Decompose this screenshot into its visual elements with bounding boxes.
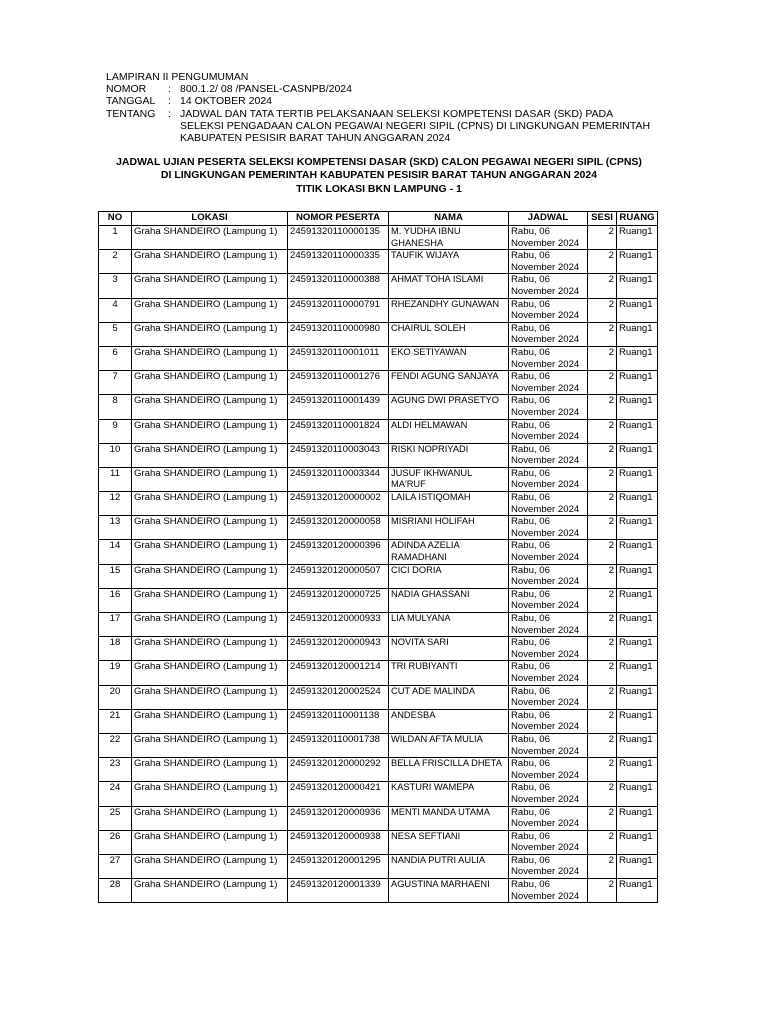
cell-nama: CUT ADE MALINDA [389, 685, 509, 709]
cell-nama: EKO SETIYAWAN [389, 346, 509, 370]
table-row [99, 830, 658, 854]
cell-sesi: 2 [588, 492, 617, 516]
cell-nama: AGUSTINA MARHAENI [389, 879, 509, 903]
cell-jadwal: Rabu, 06 November 2024 [509, 226, 588, 250]
cell-nama: CICI DORIA [389, 564, 509, 588]
cell-jadwal: Rabu, 06 November 2024 [509, 854, 588, 878]
table-row [99, 395, 658, 419]
cell-ruang: Ruang1 [617, 758, 658, 782]
cell-nomor-peserta: 24591320120000943 [288, 637, 389, 661]
cell-nomor-peserta: 24591320110001824 [288, 419, 389, 443]
cell-sesi: 2 [588, 346, 617, 370]
column-header-no: NO [99, 212, 132, 226]
cell-sesi: 2 [588, 613, 617, 637]
cell-no: 3 [99, 274, 132, 298]
cell-nama: RISKI NOPRIYADI [389, 443, 509, 467]
cell-ruang: Ruang1 [617, 516, 658, 540]
cell-jadwal: Rabu, 06 November 2024 [509, 806, 588, 830]
cell-jadwal: Rabu, 06 November 2024 [509, 733, 588, 757]
cell-no: 19 [99, 661, 132, 685]
cell-sesi: 2 [588, 588, 617, 612]
cell-nomor-peserta: 24591320110001011 [288, 346, 389, 370]
table-row [99, 322, 658, 346]
cell-sesi: 2 [588, 516, 617, 540]
cell-nomor-peserta: 24591320110001138 [288, 709, 389, 733]
table-row [99, 588, 658, 612]
cell-lokasi: Graha SHANDEIRO (Lampung 1) [132, 540, 288, 564]
title-line-3: TITIK LOKASI BKN LAMPUNG - 1 [296, 182, 462, 195]
cell-no: 1 [99, 226, 132, 250]
column-header-nomor-peserta: NOMOR PESERTA [288, 212, 389, 226]
cell-ruang: Ruang1 [617, 226, 658, 250]
cell-nama: M. YUDHA IBNU GHANESHA [389, 226, 509, 250]
header-label: TENTANG [106, 107, 156, 120]
cell-nomor-peserta: 24591320120000396 [288, 540, 389, 564]
cell-sesi: 2 [588, 806, 617, 830]
cell-lokasi: Graha SHANDEIRO (Lampung 1) [132, 564, 288, 588]
cell-nama: KASTURI WAMEPA [389, 782, 509, 806]
cell-jadwal: Rabu, 06 November 2024 [509, 540, 588, 564]
cell-lokasi: Graha SHANDEIRO (Lampung 1) [132, 854, 288, 878]
cell-nomor-peserta: 24591320120000938 [288, 830, 389, 854]
cell-nomor-peserta: 24591320120001214 [288, 661, 389, 685]
table-row [99, 250, 658, 274]
cell-ruang: Ruang1 [617, 419, 658, 443]
title-line-1: JADWAL UJIAN PESERTA SELEKSI KOMPETENSI DASAR (SKD) CALON PEGAWAI NEGERI SIPIL (CPNS) [116, 156, 642, 168]
cell-nama: ALDI HELMAWAN [389, 419, 509, 443]
table-row [99, 419, 658, 443]
cell-ruang: Ruang1 [617, 322, 658, 346]
cell-nama: WILDAN AFTA MULIA [389, 733, 509, 757]
cell-no: 28 [99, 879, 132, 903]
cell-nomor-peserta: 24591320110000388 [288, 274, 389, 298]
table-body [99, 226, 658, 903]
column-header-sesi: SESI [588, 212, 617, 226]
cell-nomor-peserta: 24591320120000058 [288, 516, 389, 540]
cell-jadwal: Rabu, 06 November 2024 [509, 298, 588, 322]
cell-no: 8 [99, 395, 132, 419]
header-row-lampiran [106, 71, 666, 83]
cell-ruang: Ruang1 [617, 661, 658, 685]
cell-no: 21 [99, 709, 132, 733]
cell-nomor-peserta: 24591320110000980 [288, 322, 389, 346]
cell-lokasi: Graha SHANDEIRO (Lampung 1) [132, 371, 288, 395]
cell-no: 16 [99, 588, 132, 612]
table-row [99, 758, 658, 782]
cell-nama: JUSUF IKHWANUL MA'RUF [389, 467, 509, 491]
cell-ruang: Ruang1 [617, 298, 658, 322]
cell-sesi: 2 [588, 419, 617, 443]
cell-no: 11 [99, 467, 132, 491]
cell-no: 24 [99, 782, 132, 806]
cell-nama: LIA MULYANA [389, 613, 509, 637]
cell-sesi: 2 [588, 467, 617, 491]
table-row [99, 274, 658, 298]
cell-ruang: Ruang1 [617, 854, 658, 878]
cell-lokasi: Graha SHANDEIRO (Lampung 1) [132, 443, 288, 467]
cell-lokasi: Graha SHANDEIRO (Lampung 1) [132, 516, 288, 540]
cell-nama: NOVITA SARI [389, 637, 509, 661]
cell-no: 9 [99, 419, 132, 443]
cell-sesi: 2 [588, 298, 617, 322]
cell-ruang: Ruang1 [617, 395, 658, 419]
table-row [99, 540, 658, 564]
cell-sesi: 2 [588, 879, 617, 903]
cell-no: 26 [99, 830, 132, 854]
table-row [99, 467, 658, 491]
cell-jadwal: Rabu, 06 November 2024 [509, 492, 588, 516]
cell-jadwal: Rabu, 06 November 2024 [509, 879, 588, 903]
cell-lokasi: Graha SHANDEIRO (Lampung 1) [132, 733, 288, 757]
cell-sesi: 2 [588, 322, 617, 346]
cell-ruang: Ruang1 [617, 830, 658, 854]
cell-ruang: Ruang1 [617, 637, 658, 661]
cell-ruang: Ruang1 [617, 564, 658, 588]
header-separator: : [168, 107, 171, 120]
cell-jadwal: Rabu, 06 November 2024 [509, 516, 588, 540]
header-label: TANGGAL [106, 95, 156, 108]
cell-sesi: 2 [588, 443, 617, 467]
cell-ruang: Ruang1 [617, 443, 658, 467]
cell-lokasi: Graha SHANDEIRO (Lampung 1) [132, 298, 288, 322]
header-separator: : [168, 95, 171, 108]
cell-nomor-peserta: 24591320110000135 [288, 226, 389, 250]
cell-nomor-peserta: 24591320110003043 [288, 443, 389, 467]
table-row [99, 443, 658, 467]
header-row-nomor [106, 83, 666, 95]
table-row [99, 564, 658, 588]
cell-jadwal: Rabu, 06 November 2024 [509, 613, 588, 637]
cell-no: 12 [99, 492, 132, 516]
cell-no: 5 [99, 322, 132, 346]
cell-sesi: 2 [588, 830, 617, 854]
cell-no: 22 [99, 733, 132, 757]
cell-jadwal: Rabu, 06 November 2024 [509, 346, 588, 370]
header-value: 800.1.2/ 08 /PANSEL-CASNPB/2024 [180, 83, 352, 96]
cell-no: 7 [99, 371, 132, 395]
cell-nama: MISRIANI HOLIFAH [389, 516, 509, 540]
cell-lokasi: Graha SHANDEIRO (Lampung 1) [132, 806, 288, 830]
cell-lokasi: Graha SHANDEIRO (Lampung 1) [132, 226, 288, 250]
cell-no: 27 [99, 854, 132, 878]
cell-jadwal: Rabu, 06 November 2024 [509, 685, 588, 709]
cell-ruang: Ruang1 [617, 685, 658, 709]
cell-nama: NADIA GHASSANI [389, 588, 509, 612]
table-header-row [99, 212, 658, 226]
title-line-2: DI LINGKUNGAN PEMERINTAH KABUPATEN PESISIR BARAT TAHUN ANGGARAN 2024 [160, 169, 598, 182]
cell-jadwal: Rabu, 06 November 2024 [509, 588, 588, 612]
cell-jadwal: Rabu, 06 November 2024 [509, 637, 588, 661]
header-separator: : [168, 83, 171, 96]
header-value: 14 OKTOBER 2024 [180, 95, 273, 108]
cell-sesi: 2 [588, 540, 617, 564]
cell-sesi: 2 [588, 371, 617, 395]
column-header-ruang: RUANG [617, 212, 658, 226]
cell-nomor-peserta: 24591320120001295 [288, 854, 389, 878]
cell-nomor-peserta: 24591320110001276 [288, 371, 389, 395]
cell-ruang: Ruang1 [617, 346, 658, 370]
table-row [99, 685, 658, 709]
table-row [99, 733, 658, 757]
cell-lokasi: Graha SHANDEIRO (Lampung 1) [132, 709, 288, 733]
cell-ruang: Ruang1 [617, 492, 658, 516]
cell-no: 6 [99, 346, 132, 370]
cell-lokasi: Graha SHANDEIRO (Lampung 1) [132, 661, 288, 685]
cell-lokasi: Graha SHANDEIRO (Lampung 1) [132, 492, 288, 516]
cell-sesi: 2 [588, 226, 617, 250]
cell-nama: TRI RUBIYANTI [389, 661, 509, 685]
table-row [99, 854, 658, 878]
column-header-jadwal: JADWAL [509, 212, 588, 226]
header-lampiran-text: LAMPIRAN II PENGUMUMAN [106, 71, 249, 83]
cell-sesi: 2 [588, 758, 617, 782]
cell-ruang: Ruang1 [617, 806, 658, 830]
cell-nomor-peserta: 24591320120000936 [288, 806, 389, 830]
cell-jadwal: Rabu, 06 November 2024 [509, 830, 588, 854]
cell-lokasi: Graha SHANDEIRO (Lampung 1) [132, 685, 288, 709]
table-row [99, 298, 658, 322]
cell-nama: CHAIRUL SOLEH [389, 322, 509, 346]
table-row [99, 637, 658, 661]
cell-no: 13 [99, 516, 132, 540]
cell-jadwal: Rabu, 06 November 2024 [509, 419, 588, 443]
cell-nama: AGUNG DWI PRASETYO [389, 395, 509, 419]
table-row [99, 492, 658, 516]
cell-no: 17 [99, 613, 132, 637]
header-row-tentang [106, 108, 666, 145]
table-row [99, 346, 658, 370]
cell-nomor-peserta: 24591320120000002 [288, 492, 389, 516]
cell-jadwal: Rabu, 06 November 2024 [509, 371, 588, 395]
cell-lokasi: Graha SHANDEIRO (Lampung 1) [132, 613, 288, 637]
cell-sesi: 2 [588, 564, 617, 588]
cell-sesi: 2 [588, 782, 617, 806]
table-row [99, 613, 658, 637]
cell-ruang: Ruang1 [617, 613, 658, 637]
cell-jadwal: Rabu, 06 November 2024 [509, 758, 588, 782]
cell-sesi: 2 [588, 733, 617, 757]
cell-jadwal: Rabu, 06 November 2024 [509, 564, 588, 588]
cell-jadwal: Rabu, 06 November 2024 [509, 395, 588, 419]
cell-ruang: Ruang1 [617, 371, 658, 395]
table-row [99, 782, 658, 806]
cell-nama: MENTI MANDA UTAMA [389, 806, 509, 830]
cell-sesi: 2 [588, 854, 617, 878]
cell-no: 23 [99, 758, 132, 782]
cell-no: 15 [99, 564, 132, 588]
cell-nama: NANDIA PUTRI AULIA [389, 854, 509, 878]
cell-lokasi: Graha SHANDEIRO (Lampung 1) [132, 346, 288, 370]
header-label: NOMOR [106, 83, 147, 96]
cell-sesi: 2 [588, 274, 617, 298]
cell-nomor-peserta: 24591320120001339 [288, 879, 389, 903]
cell-nama: LAILA ISTIQOMAH [389, 492, 509, 516]
column-header-nama: NAMA [389, 212, 509, 226]
cell-no: 14 [99, 540, 132, 564]
cell-ruang: Ruang1 [617, 709, 658, 733]
cell-lokasi: Graha SHANDEIRO (Lampung 1) [132, 250, 288, 274]
cell-nama: RHEZANDHY GUNAWAN [389, 298, 509, 322]
cell-no: 18 [99, 637, 132, 661]
cell-ruang: Ruang1 [617, 250, 658, 274]
cell-jadwal: Rabu, 06 November 2024 [509, 467, 588, 491]
cell-ruang: Ruang1 [617, 879, 658, 903]
cell-nama: BELLA FRISCILLA DHETA [389, 758, 509, 782]
cell-ruang: Ruang1 [617, 782, 658, 806]
cell-lokasi: Graha SHANDEIRO (Lampung 1) [132, 395, 288, 419]
cell-jadwal: Rabu, 06 November 2024 [509, 274, 588, 298]
cell-jadwal: Rabu, 06 November 2024 [509, 661, 588, 685]
announcement-header [106, 71, 666, 144]
cell-jadwal: Rabu, 06 November 2024 [509, 782, 588, 806]
cell-jadwal: Rabu, 06 November 2024 [509, 709, 588, 733]
table-row [99, 806, 658, 830]
cell-nomor-peserta: 24591320110001439 [288, 395, 389, 419]
cell-nama: TAUFIK WIJAYA [389, 250, 509, 274]
cell-lokasi: Graha SHANDEIRO (Lampung 1) [132, 830, 288, 854]
header-value: JADWAL DAN TATA TERTIB PELAKSANAAN SELEKSI KOMPETENSI DASAR (SKD) PADA SELEKSI PENGADAAN CALON PEGAWAI NEGERI SIPIL (CPNS) DI LINGKUNGAN PEMERINTAH KABUPATEN PESISIR BARAT TAHUN ANGGARAN 2024 [180, 107, 651, 145]
cell-nama: AHMAT TOHA ISLAMI [389, 274, 509, 298]
cell-nomor-peserta: 24591320110000335 [288, 250, 389, 274]
cell-nomor-peserta: 24591320120000421 [288, 782, 389, 806]
cell-nama: NESA SEFTIANI [389, 830, 509, 854]
table-row [99, 879, 658, 903]
cell-nama: ADINDA AZELIA RAMADHANI [389, 540, 509, 564]
cell-ruang: Ruang1 [617, 540, 658, 564]
cell-no: 4 [99, 298, 132, 322]
cell-no: 10 [99, 443, 132, 467]
table-row [99, 371, 658, 395]
cell-sesi: 2 [588, 250, 617, 274]
cell-sesi: 2 [588, 685, 617, 709]
cell-no: 2 [99, 250, 132, 274]
cell-lokasi: Graha SHANDEIRO (Lampung 1) [132, 588, 288, 612]
table-row [99, 661, 658, 685]
cell-ruang: Ruang1 [617, 274, 658, 298]
cell-ruang: Ruang1 [617, 467, 658, 491]
schedule-table [98, 211, 658, 903]
cell-lokasi: Graha SHANDEIRO (Lampung 1) [132, 419, 288, 443]
cell-nama: FENDI AGUNG SANJAYA [389, 371, 509, 395]
table-row [99, 516, 658, 540]
cell-sesi: 2 [588, 395, 617, 419]
cell-lokasi: Graha SHANDEIRO (Lampung 1) [132, 637, 288, 661]
cell-nomor-peserta: 24591320120000725 [288, 588, 389, 612]
cell-lokasi: Graha SHANDEIRO (Lampung 1) [132, 879, 288, 903]
column-header-lokasi: LOKASI [132, 212, 288, 226]
table-row [99, 709, 658, 733]
cell-lokasi: Graha SHANDEIRO (Lampung 1) [132, 467, 288, 491]
cell-lokasi: Graha SHANDEIRO (Lampung 1) [132, 782, 288, 806]
cell-nomor-peserta: 24591320110001738 [288, 733, 389, 757]
cell-nomor-peserta: 24591320110003344 [288, 467, 389, 491]
cell-nomor-peserta: 24591320120000507 [288, 564, 389, 588]
cell-nomor-peserta: 24591320120000292 [288, 758, 389, 782]
cell-lokasi: Graha SHANDEIRO (Lampung 1) [132, 274, 288, 298]
cell-nomor-peserta: 24591320120002524 [288, 685, 389, 709]
document-title [96, 156, 662, 196]
cell-nomor-peserta: 24591320110000791 [288, 298, 389, 322]
cell-lokasi: Graha SHANDEIRO (Lampung 1) [132, 322, 288, 346]
cell-sesi: 2 [588, 661, 617, 685]
cell-lokasi: Graha SHANDEIRO (Lampung 1) [132, 758, 288, 782]
header-row-tanggal [106, 95, 666, 107]
cell-nomor-peserta: 24591320120000933 [288, 613, 389, 637]
cell-jadwal: Rabu, 06 November 2024 [509, 443, 588, 467]
table-row [99, 226, 658, 250]
cell-sesi: 2 [588, 709, 617, 733]
cell-ruang: Ruang1 [617, 733, 658, 757]
cell-nama: ANDESBA [389, 709, 509, 733]
cell-jadwal: Rabu, 06 November 2024 [509, 322, 588, 346]
cell-ruang: Ruang1 [617, 588, 658, 612]
cell-sesi: 2 [588, 637, 617, 661]
cell-jadwal: Rabu, 06 November 2024 [509, 250, 588, 274]
cell-no: 25 [99, 806, 132, 830]
cell-no: 20 [99, 685, 132, 709]
